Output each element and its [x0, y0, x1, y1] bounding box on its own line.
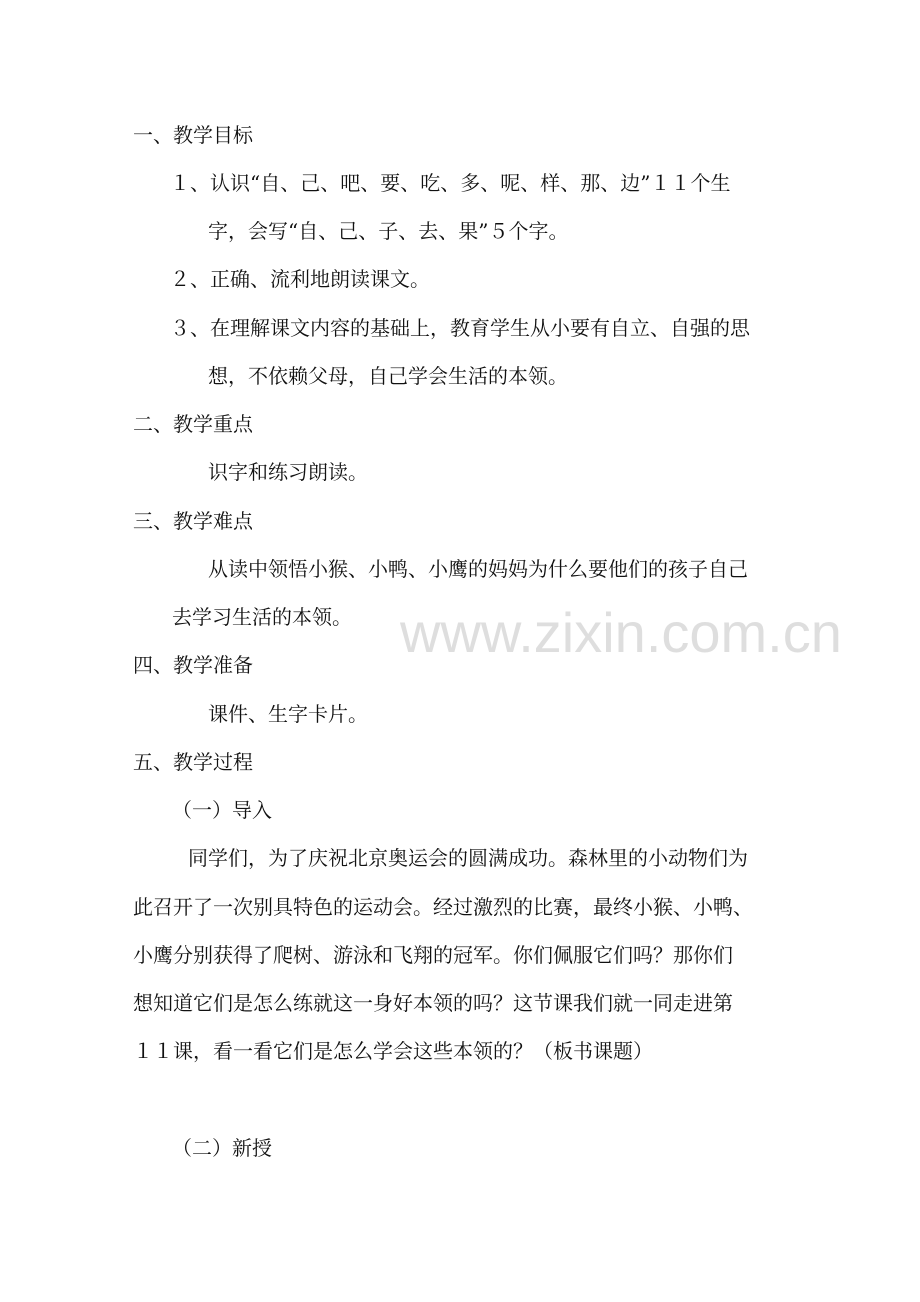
difficulties-body-line-1: 从读中领悟小猴、小鸭、小鹰的妈妈为什么要他们的孩子自己 — [208, 557, 748, 581]
objective-1-line-2: 字，会写“自、己、子、去、果”５个字。 — [208, 219, 569, 243]
watermark: www.zixin.com.cn — [400, 601, 842, 664]
section-heading-process: 五、教学过程 — [133, 750, 253, 774]
section-heading-key-points: 二、教学重点 — [133, 412, 253, 436]
objective-3-line-2: 想，不依赖父母，自己学会生活的本领。 — [208, 364, 568, 388]
preparation-body: 课件、生字卡片。 — [208, 702, 368, 726]
process-subheading-new-lesson: （二）新授 — [172, 1136, 272, 1160]
process-subheading-intro: （一）导入 — [172, 798, 272, 822]
section-heading-objectives: 一、教学目标 — [133, 123, 253, 147]
intro-paragraph-line-1: 同学们，为了庆祝北京奥运会的圆满成功。森林里的小动物们为 — [188, 846, 748, 870]
section-heading-difficulties: 三、教学难点 — [133, 509, 253, 533]
objective-1-line-1: １、认识“自、己、吧、要、吃、多、呢、样、那、边”１１个生 — [170, 171, 731, 195]
difficulties-body-line-2: 去学习生活的本领。 — [172, 605, 352, 629]
intro-paragraph-line-4: 想知道它们是怎么练就这一身好本领的吗？这节课我们就一同走进第 — [133, 991, 733, 1015]
objective-2: ２、正确、流利地朗读课文。 — [170, 267, 430, 291]
intro-paragraph-line-2: 此召开了一次别具特色的运动会。经过激烈的比赛，最终小猴、小鸭、 — [133, 895, 753, 919]
intro-paragraph-line-5: １１课，看一看它们是怎么学会这些本领的？（板书课题） — [133, 1039, 653, 1063]
intro-paragraph-line-3: 小鹰分别获得了爬树、游泳和飞翔的冠军。你们佩服它们吗？那你们 — [133, 943, 733, 967]
key-points-body: 识字和练习朗读。 — [208, 460, 368, 484]
objective-3-line-1: ３、在理解课文内容的基础上，教育学生从小要有自立、自强的思 — [170, 316, 750, 340]
section-heading-preparation: 四、教学准备 — [133, 653, 253, 677]
